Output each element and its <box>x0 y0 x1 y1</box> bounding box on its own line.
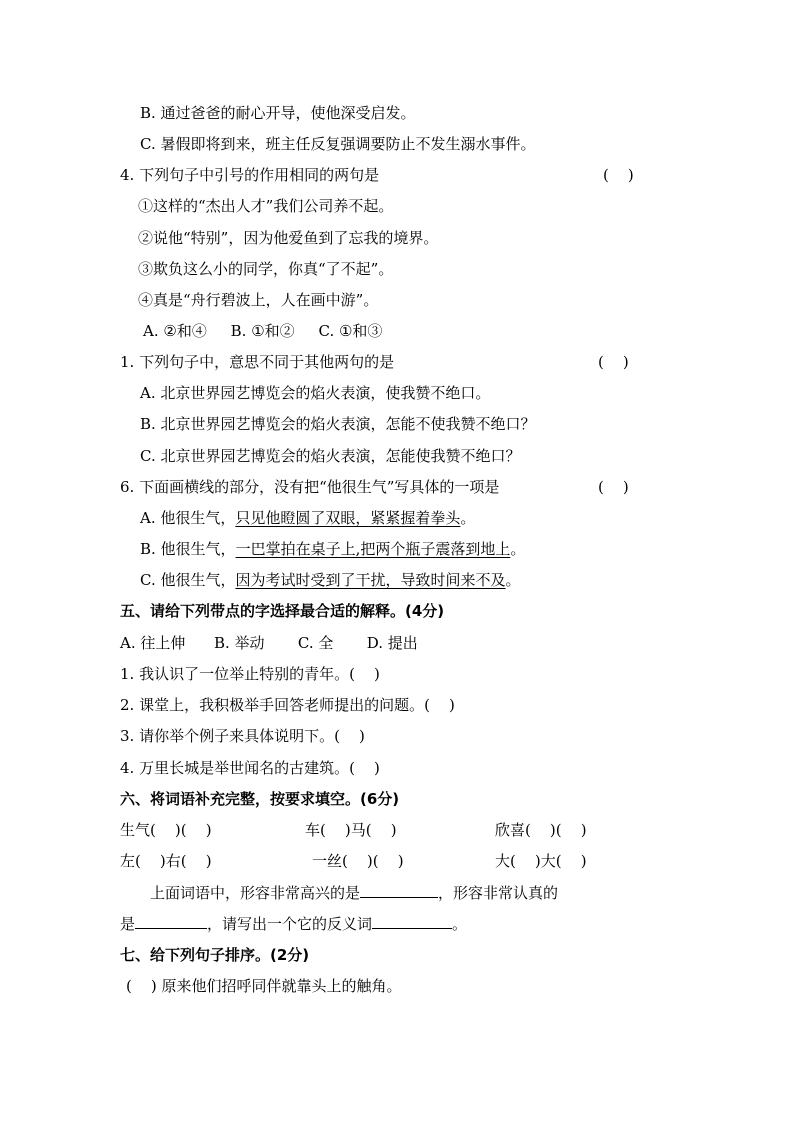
q6-stem: 6. 下面画横线的部分，没有把“他很生气”写具体的一项是 <box>120 478 500 496</box>
q6-option-a-underlined: 只见他瞪圆了双眼，紧紧握着拳头 <box>235 509 461 527</box>
idiom-6: 大( )大( ) <box>495 852 587 870</box>
q5-option-c: C. 北京世界园艺博览会的焰火表演，怎能使我赞不绝口？ <box>140 447 521 465</box>
q6-option-b-underlined: 一巴掌拍在桌子上,把两个瓶子震落到地上 <box>235 540 511 558</box>
fill-sentence-1 <box>150 882 558 903</box>
q5-option-b: B. 北京世界园艺博览会的焰火表演，怎能不使我赞不绝口？ <box>140 415 536 433</box>
fill-sentence-2-part-b: ，请写出一个它的反义词 <box>207 915 373 933</box>
fill-sentence-2-part-a: 是 <box>120 915 136 933</box>
section-7-title: 七、给下列句子排序。(2分) <box>120 946 310 964</box>
fill-sentence-2 <box>120 913 467 934</box>
fill-sentence-1-part-b: ，形容非常认真的 <box>438 884 559 902</box>
q6-option-c-underlined: 因为考试时受到了干扰，导致时间来不及 <box>235 571 506 589</box>
section-5-item-4: 4. 万里长城是举世闻名的古建筑。( ) <box>120 759 380 777</box>
q4-sentence-3: ③欺负这么小的同学，你真“了不起”。 <box>138 260 394 278</box>
answer-blank-serious[interactable] <box>135 913 207 929</box>
section-5-item-2: 2. 课堂上，我积极举手回答老师提出的问题。( ) <box>120 696 455 714</box>
q4-stem: 4. 下列句子中引号的作用相同的两句是 <box>120 166 380 184</box>
idiom-4: 左( )右( ) <box>120 852 212 870</box>
q4-sentence-4: ④真是“舟行碧波上，人在画中游”。 <box>138 291 379 309</box>
idiom-5: 一丝( )( ) <box>312 852 404 870</box>
q3-option-c: C. 暑假即将到来，班主任反复强调要防止不发生溺水事件。 <box>140 135 536 153</box>
q4-sentence-1: ①这样的“杰出人才”我们公司养不起。 <box>138 197 394 215</box>
answer-blank-antonym[interactable] <box>372 913 452 929</box>
section-5-title: 五、请给下列带点的字选择最合适的解释。(4分) <box>120 602 445 620</box>
section-6-title: 六、将词语补充完整，按要求填空。(6分) <box>120 790 400 808</box>
idiom-1: 生气( )( ) <box>120 821 212 839</box>
fill-sentence-1-part-a: 上面词语中，形容非常高兴的是 <box>150 884 361 902</box>
q4-sentence-2: ②说他“特别”，因为他爱鱼到了忘我的境界。 <box>138 229 439 247</box>
q6-option-b-lead: B. 他很生气， <box>140 540 236 558</box>
q6-option-a <box>140 508 475 528</box>
answer-blank-happy[interactable] <box>360 882 438 898</box>
q5-answer-bracket: ( ) <box>598 353 629 371</box>
q6-option-a-end: 。 <box>460 509 476 527</box>
q4-options: A. ②和④ B. ①和② C. ①和③ <box>143 322 383 340</box>
section-7-item-1: ( ) 原来他们招呼同伴就靠头上的触角。 <box>126 977 402 995</box>
q6-option-b-end: 。 <box>510 540 526 558</box>
fill-sentence-2-part-c: 。 <box>452 915 468 933</box>
q6-option-b <box>140 539 525 559</box>
idiom-2: 车( )马( ) <box>305 821 397 839</box>
idiom-3: 欣喜( )( ) <box>495 821 587 839</box>
q6-option-c-lead: C. 他很生气， <box>140 571 236 589</box>
q6-option-c <box>140 570 521 590</box>
q5-option-a: A. 北京世界园艺博览会的焰火表演，使我赞不绝口。 <box>140 384 491 402</box>
q5-stem: 1. 下列句子中，意思不同于其他两句的是 <box>120 353 395 371</box>
q6-option-a-lead: A. 他很生气， <box>140 509 236 527</box>
q6-answer-bracket: ( ) <box>598 478 629 496</box>
q3-option-b: B. 通过爸爸的耐心开导，使他深受启发。 <box>140 104 416 122</box>
section-5-item-1: 1. 我认识了一位举止特别的青年。( ) <box>120 665 380 683</box>
q6-option-c-end: 。 <box>505 571 521 589</box>
section-5-item-3: 3. 请你举个例子来具体说明下。( ) <box>120 727 365 745</box>
q4-answer-bracket: ( ) <box>603 166 634 184</box>
section-5-options: A. 往上伸 B. 举动 C. 全 D. 提出 <box>120 634 418 652</box>
